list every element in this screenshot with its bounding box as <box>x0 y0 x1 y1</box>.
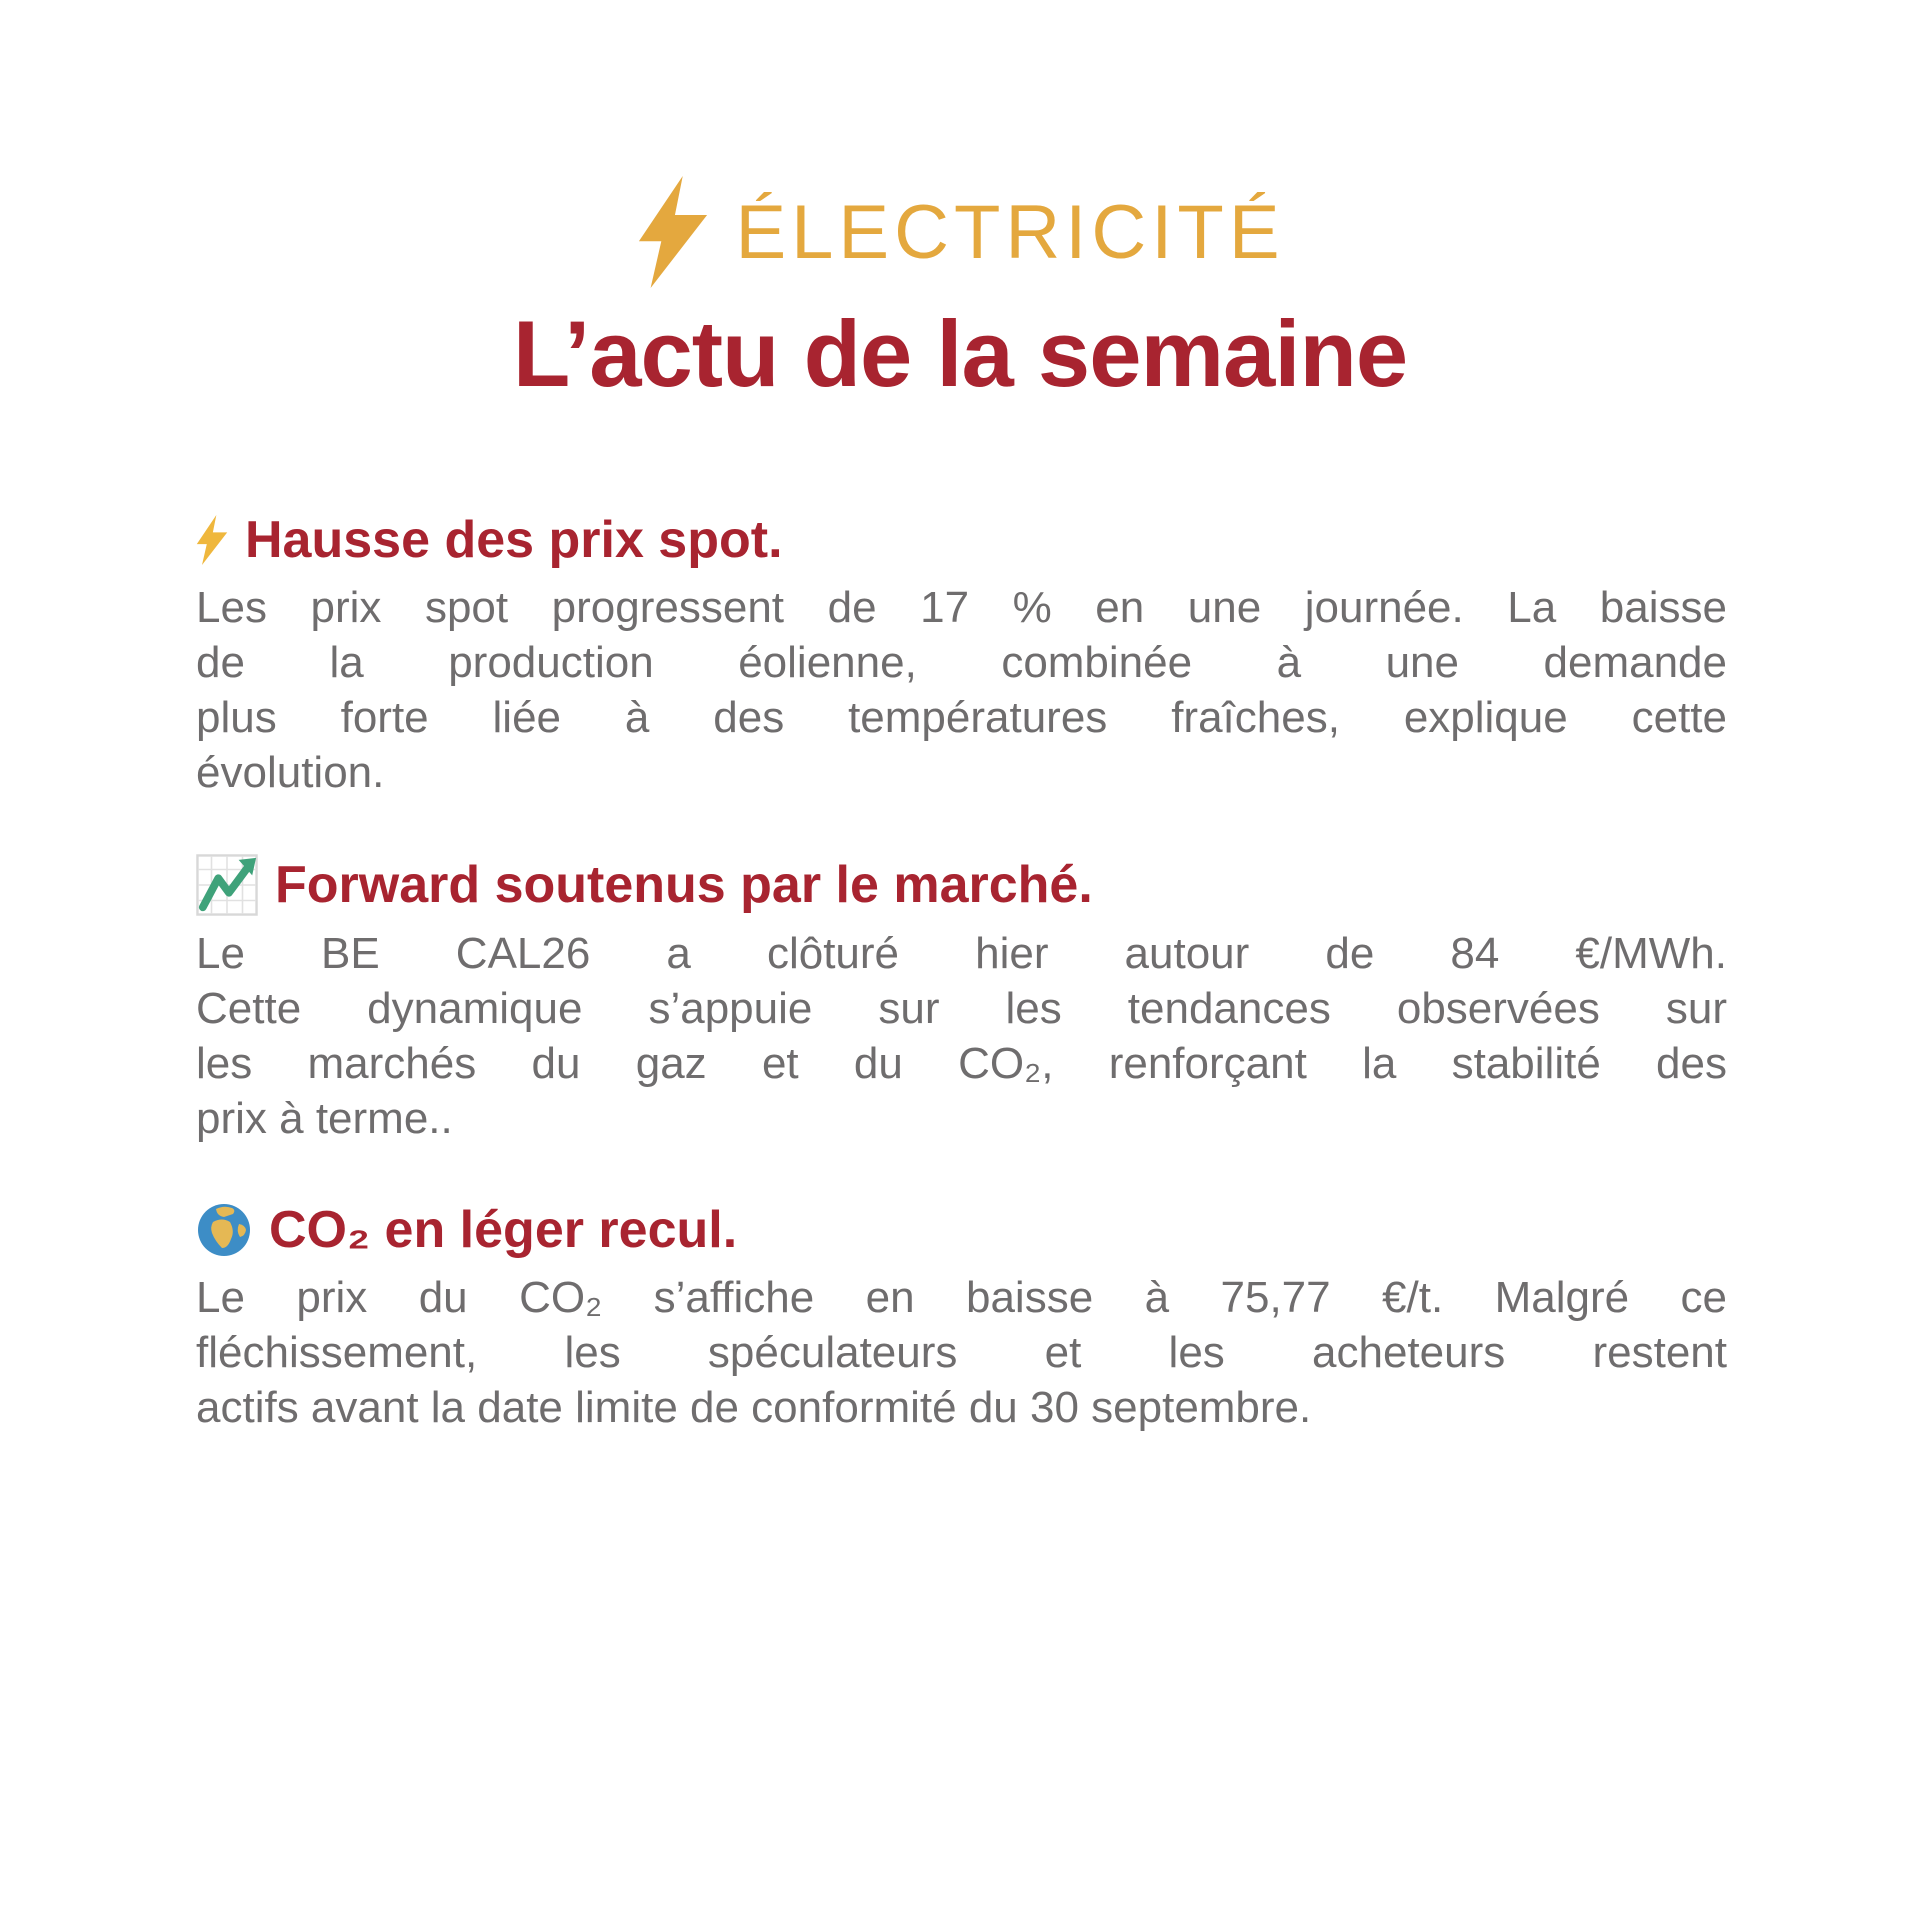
section-forward-market <box>196 854 1727 1146</box>
lightning-bolt-icon <box>635 176 711 288</box>
category-label: ÉLECTRICITÉ <box>735 189 1285 275</box>
paragraph-line: Cette dynamique s’appuie sur les tendances observées sur <box>196 984 1727 1033</box>
section-co2 <box>196 1200 1727 1435</box>
section-heading-row <box>196 510 1727 570</box>
section-heading: Forward soutenus par le marché. <box>275 856 1093 914</box>
paragraph-line: de la production éolienne, combinée à une demande <box>196 638 1727 687</box>
section-heading-row <box>196 854 1727 916</box>
paragraph-line: plus forte liée à des températures fraîches, explique cette <box>196 693 1727 742</box>
paragraph-line: les marchés du gaz et du CO₂, renforçant la stabilité des <box>196 1039 1727 1088</box>
category-header <box>0 0 1920 288</box>
page-title: L’actu de la semaine <box>512 301 1408 406</box>
section-paragraph <box>196 926 1727 1146</box>
news-content <box>196 510 1727 1435</box>
chart-increasing-icon <box>196 854 258 916</box>
section-heading: Hausse des prix spot. <box>245 511 783 569</box>
paragraph-line: Le prix du CO₂ s’affiche en baisse à 75,77 €/t. Malgré ce <box>196 1273 1727 1322</box>
section-spot-prices <box>196 510 1727 800</box>
section-paragraph <box>196 580 1727 800</box>
paragraph-line: évolution. <box>196 748 385 797</box>
globe-icon <box>196 1202 252 1258</box>
section-heading: CO₂ en léger recul. <box>269 1201 738 1259</box>
paragraph-line: prix à terme.. <box>196 1094 453 1143</box>
paragraph-line: fléchissement, les spéculateurs et les acheteurs restent <box>196 1328 1727 1377</box>
section-paragraph <box>196 1270 1727 1435</box>
lightning-emoji-icon <box>196 515 228 565</box>
section-heading-row <box>196 1200 1727 1260</box>
paragraph-line: actifs avant la date limite de conformité du 30 septembre. <box>196 1383 1312 1432</box>
paragraph-line: Le BE CAL26 a clôturé hier autour de 84 €/MWh. <box>196 929 1727 978</box>
paragraph-line: Les prix spot progressent de 17 % en une journée. La baisse <box>196 583 1727 632</box>
